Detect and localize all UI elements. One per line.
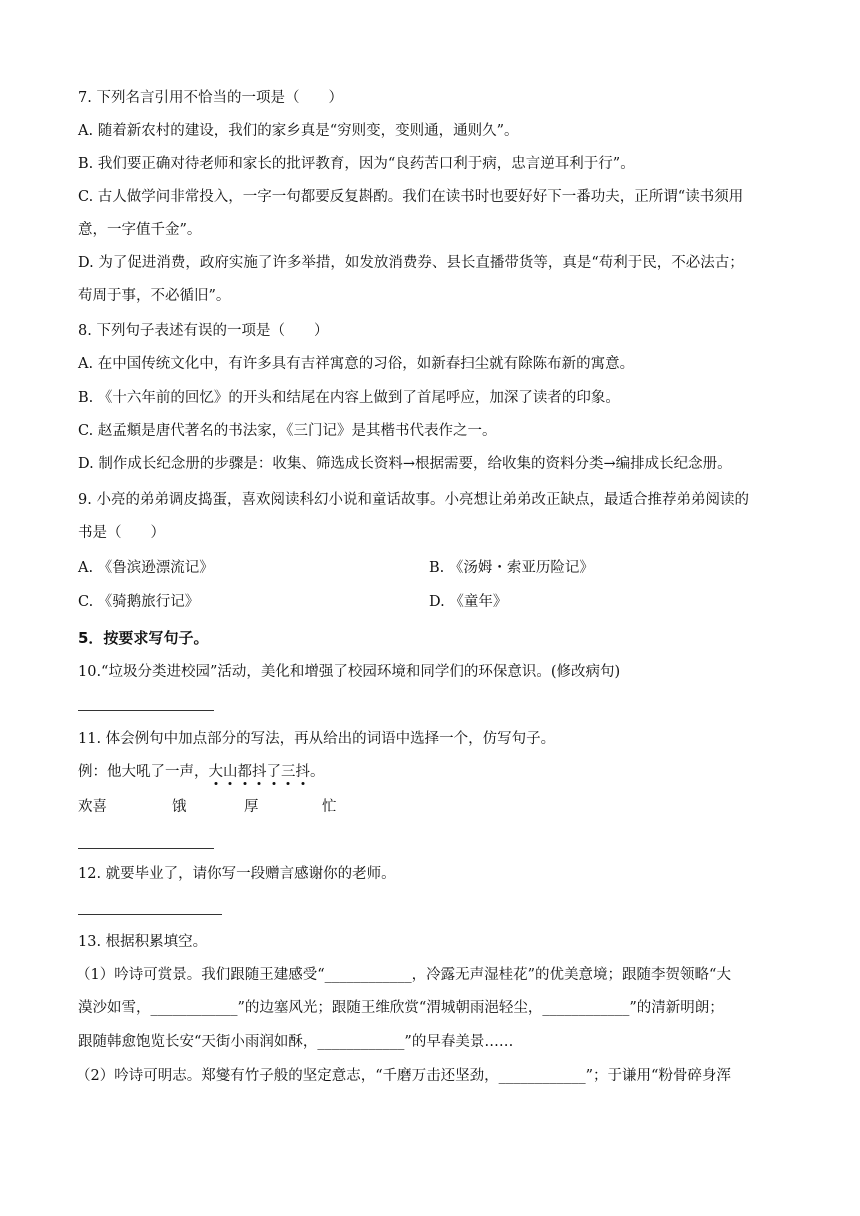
emphasis-dot — [214, 782, 217, 785]
q11-example — [78, 762, 325, 782]
q10-stem: 10.“垃圾分类进校园”活动，美化和增强了校园环境和同学们的环保意识。(修改病句) — [78, 664, 621, 680]
q13-stem: 13. 根据积累填空。 — [78, 934, 208, 950]
q11-word-1: 欢喜 — [78, 799, 107, 815]
emphasis-dot — [301, 782, 304, 785]
q7-option-c-line2: 意，一字值千金”。 — [78, 222, 202, 238]
emphasis-char: 三 — [281, 764, 296, 780]
emphasis-char: 抖 — [252, 764, 267, 780]
q9-option-b: B. 《汤姆・索亚历险记》 — [429, 560, 594, 576]
q11-answer-line[interactable] — [78, 848, 214, 849]
q9-stem-line2: 书是（ ） — [78, 525, 165, 541]
emphasis-char: 大 — [209, 764, 224, 780]
q12-answer-line[interactable] — [78, 914, 222, 915]
emphasis-char: 了 — [267, 764, 282, 780]
q7-stem: 7. 下列名言引用不恰当的一项是（ ） — [78, 90, 343, 106]
q11-stem: 11. 体会例句中加点部分的写法，再从给出的词语中选择一个，仿写句子。 — [78, 731, 556, 747]
section-5-heading: 5．按要求写句子。 — [78, 629, 209, 647]
q13-part1-line3: 跟随韩愈饱览长安“天街小雨润如酥，____________”的早春美景…… — [78, 1034, 514, 1050]
q8-stem: 8. 下列句子表述有误的一项是（ ） — [78, 323, 329, 339]
q7-option-c-line1: C. 古人做学问非常投入，一字一句都要反复斟酌。我们在读书时也要好好下一番功夫，正所谓“读书须用 — [78, 189, 744, 205]
q8-option-c: C. 赵孟頫是唐代著名的书法家，《三门记》是其楷书代表作之一。 — [78, 423, 497, 439]
q9-stem-line1: 9. 小亮的弟弟调皮捣蛋，喜欢阅读科幻小说和童话故事。小亮想让弟弟改正缺点，最适合推荐弟弟阅读的 — [78, 492, 749, 508]
q7-option-d-line2: 苟周于事，不必循旧”。 — [78, 288, 231, 304]
emphasis-char: 抖 — [296, 764, 311, 780]
q9-option-c: C. 《骑鹅旅行记》 — [78, 594, 200, 610]
q11-example-prefix: 例：他大吼了一声， — [78, 764, 209, 780]
emphasis-dot — [243, 782, 246, 785]
q7-option-d-line1: D. 为了促进消费，政府实施了许多举措，如发放消费券、县长直播带货等，真是“苟利于民，不必法古； — [78, 255, 744, 271]
q9-option-d: D. 《童年》 — [429, 594, 508, 610]
q10-answer-line[interactable] — [78, 710, 214, 711]
q7-option-b: B. 我们要正确对待老师和家长的批评教育，因为“良药苦口利于病，忠言逆耳利于行”。 — [78, 156, 635, 172]
q8-option-a: A. 在中国传统文化中，有许多具有吉祥寓意的习俗，如新春扫尘就有除陈布新的寓意。 — [78, 356, 635, 372]
q9-option-a: A. 《鲁滨逊漂流记》 — [78, 560, 214, 576]
q11-word-3: 厚 — [244, 799, 259, 815]
q13-part1-line1: （1）吟诗可赏景。我们跟随王建感受“____________，冷露无声湿桂花”的优美意境；跟随李贺领略“大 — [76, 967, 731, 983]
emphasis-dot — [229, 782, 232, 785]
q11-word-2: 饿 — [172, 799, 187, 815]
q8-option-b: B. 《十六年前的回忆》的开头和结尾在内容上做到了首尾呼应，加深了读者的印象。 — [78, 390, 620, 406]
q13-part2-line1: （2）吟诗可明志。郑燮有竹子般的坚定意志，“千磨万击还坚劲，____________”；于谦用“粉骨碎身浑 — [76, 1068, 731, 1084]
emphasis-dot — [272, 782, 275, 785]
q11-word-4: 忙 — [322, 799, 337, 815]
emphasis-dot — [287, 782, 290, 785]
q8-option-d: D. 制作成长纪念册的步骤是：收集、筛选成长资料→根据需要，给收集的资料分类→编排成长纪念册。 — [78, 456, 732, 472]
emphasis-dot — [258, 782, 261, 785]
q11-example-suffix: 。 — [310, 764, 325, 780]
q13-part1-line2: 漠沙如雪，____________”的边塞风光；跟随王维欣赏“渭城朝雨浥轻尘，____________”的清新明朗； — [78, 1000, 724, 1016]
emphasis-char: 都 — [238, 764, 253, 780]
emphasis-char: 山 — [223, 764, 238, 780]
q11-dotted-phrase — [209, 764, 311, 780]
q12-stem: 12. 就要毕业了，请你写一段赠言感谢你的老师。 — [78, 866, 396, 882]
q7-option-a: A. 随着新农村的建设，我们的家乡真是“穷则变，变则通，通则久”。 — [78, 123, 519, 139]
